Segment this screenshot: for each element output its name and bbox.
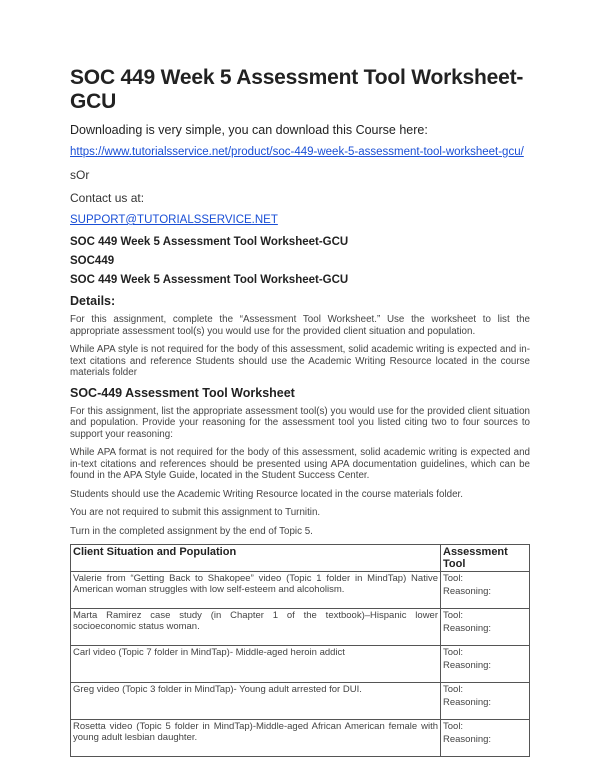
- worksheet-paragraph-4: You are not required to submit this assignment to Turnitin.: [70, 507, 321, 518]
- client-situation-cell: Greg video (Topic 3 folder in MindTap)- Young adult arrested for DUI.: [71, 683, 441, 720]
- or-text: sOr: [70, 168, 90, 182]
- subtitle-1: SOC 449 Week 5 Assessment Tool Worksheet-GCU: [70, 236, 349, 248]
- worksheet-heading: SOC-449 Assessment Tool Worksheet: [70, 385, 295, 400]
- tool-label: Tool:: [443, 647, 464, 658]
- table-row: [71, 609, 530, 646]
- assessment-tool-cell[interactable]: [441, 720, 530, 757]
- assessment-tool-cell[interactable]: [441, 683, 530, 720]
- worksheet-paragraph-2: While APA format is not required for the body of this assessment, solid academic writing is expected and in-text citations and references should be presented using APA documentation guidelines, which can be found in the APA Style Guide, located in the Student Success Center.: [70, 447, 530, 481]
- assessment-tool-cell[interactable]: [441, 646, 530, 683]
- document-page: [70, 66, 530, 757]
- details-paragraph-2: While APA style is not required for the body of this assessment, solid academic writing is expected and in-text citations and reference Students should use the Academic Writing Resource located in the course materials folder: [70, 344, 530, 378]
- subtitle-2: SOC 449 Week 5 Assessment Tool Worksheet-GCU: [70, 274, 349, 286]
- course-link[interactable]: https://www.tutorialsservice.net/product/soc-449-week-5-assessment-tool-worksheet-gcu/: [70, 146, 524, 158]
- contact-label: Contact us at:: [70, 191, 145, 205]
- client-situation-cell: Marta Ramirez case study (in Chapter 1 of the textbook)–Hispanic lower socioeconomic status woman.: [71, 609, 441, 646]
- reasoning-label: Reasoning:: [443, 623, 492, 634]
- client-situation-cell: Rosetta video (Topic 5 folder in MindTap)-Middle-aged African American female with young adult lesbian daughter.: [71, 720, 441, 757]
- table-header-row: [71, 545, 530, 572]
- tool-label: Tool:: [443, 610, 464, 621]
- support-email-link[interactable]: SUPPORT@TUTORIALSSERVICE.NET: [70, 214, 278, 226]
- worksheet-paragraph-5: Turn in the completed assignment by the end of Topic 5.: [70, 525, 313, 537]
- page-title: SOC 449 Week 5 Assessment Tool Worksheet-GCU: [70, 66, 524, 113]
- details-paragraph-1: For this assignment, complete the “Assessment Tool Worksheet.” Use the worksheet to list the appropriate assessment tool(s) you would use for the provided client situation and population.: [70, 314, 530, 337]
- client-situation-cell: Carl video (Topic 7 folder in MindTap)- Middle-aged heroin addict: [71, 646, 441, 683]
- course-code: SOC449: [70, 255, 115, 267]
- reasoning-label: Reasoning:: [443, 697, 492, 708]
- reasoning-label: Reasoning:: [443, 660, 492, 671]
- worksheet-paragraph-1: For this assignment, list the appropriate assessment tool(s) you would use for the provided client situation and population. Provide your reasoning for the assessment tool you listed citing two to four sources to support your reasoning:: [70, 405, 530, 440]
- table-row: [71, 720, 530, 757]
- tool-label: Tool:: [443, 573, 464, 584]
- assessment-table: [70, 544, 530, 757]
- reasoning-label: Reasoning:: [443, 586, 492, 597]
- worksheet-paragraph-3: Students should use the Academic Writing Resource located in the course materials folder.: [70, 488, 463, 500]
- column-header-tool: Assessment Tool: [441, 545, 530, 572]
- table-row: [71, 646, 530, 683]
- column-header-situation: Client Situation and Population: [71, 545, 441, 572]
- download-instruction: Downloading is very simple, you can download this Course here:: [70, 123, 428, 137]
- reasoning-label: Reasoning:: [443, 734, 492, 745]
- tool-label: Tool:: [443, 721, 464, 732]
- client-situation-cell: Valerie from “Getting Back to Shakopee” video (Topic 1 folder in MindTap) Native American woman struggles with low self-esteem and alcoholism.: [71, 572, 441, 609]
- assessment-tool-cell[interactable]: [441, 609, 530, 646]
- tool-label: Tool:: [443, 684, 464, 695]
- assessment-tool-cell[interactable]: [441, 572, 530, 609]
- table-row: [71, 683, 530, 720]
- table-row: [71, 572, 530, 609]
- details-heading: Details:: [70, 294, 116, 308]
